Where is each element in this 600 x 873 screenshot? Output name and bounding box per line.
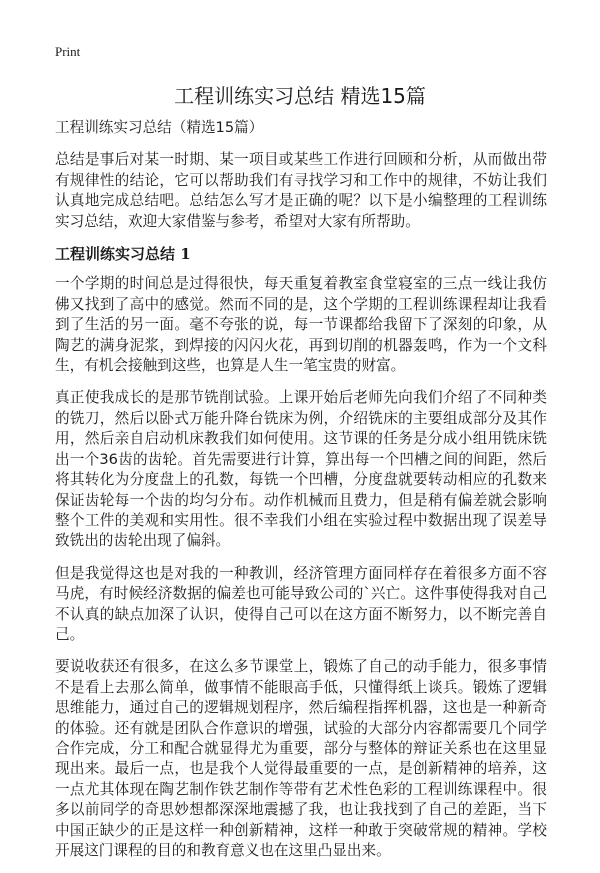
page-title: 工程训练实习总结 精选15篇 — [174, 84, 426, 108]
subtitle: 工程训练实习总结（精选15篇） — [55, 119, 264, 136]
paragraph: 但是我觉得这也是对我的一种教训，经济管理方面同样存在着很多方面不容马虎，有时候经济数据的偏差也可能导致公司的`兴亡。这件事使得我对自己不认真的缺点加深了认识，使得自己可以在这方面不断努力，以不断完善自己。 — [55, 564, 547, 643]
print-link[interactable]: Print — [55, 44, 81, 59]
section-heading: 工程训练实习总结 1 — [55, 245, 191, 264]
paragraph: 要说收获还有很多，在这么多节课堂上，锻炼了自己的动手能力，很多事情不是看上去那么简单，做事情不能眼高手低，只懂得纸上谈兵。锻炼了逻辑思维能力，通过自己的逻辑规划程序，然后编程指挥机器，这也是一种新奇的体验。还有就是团队合作意识的增强，试验的大部分内容都需要几个同学合作完成，分工和配合就显得尤为重要，部分与整体的辩证关系也在这里显现出来。最后一点，也是我个人觉得最重要的一点，是创新精神的培养，这一点尤其体现在陶艺制作铁艺制作等带有艺术性色彩的工程训练课程中。很多以前同学的奇思妙想都深深地震撼了我，也让我找到了自己的差距，当下中国正缺少的正是这样一种创新精神，这样一种敢于突破常规的精神。学校开展这门课程的目的和教育意义也在这里凸显出来。 — [55, 658, 547, 859]
intro-paragraph: 总结是事后对某一时期、某一项目或某些工作进行回顾和分析，从而做出带有规律性的结论，它可以帮助我们有寻找学习和工作中的规律，不妨让我们认真地完成总结吧。总结怎么写才是正确的呢？以下是小编整理的工程训练实习总结，欢迎大家借鉴与参考，希望对大家有所帮助。 — [55, 151, 547, 230]
document-body — [55, 118, 547, 873]
paragraph: 一个学期的时间总是过得很快，每天重复着教室食堂寝室的三点一线让我仿佛又找到了高中的感觉。然而不同的是，这个学期的工程训练课程却让我看到了生活的另一面。毫不夸张的说，每一节课都给我留下了深刻的印象，从陶艺的满身泥浆，到焊接的闪闪火花，再到切削的机器轰鸣，作为一个文科生，有机会接触到这些，也算是人生一笔宝贵的财富。 — [55, 275, 547, 375]
paragraph: 真正使我成长的是那节铣削试验。上课开始后老师先向我们介绍了不同种类的铣刀，然后以卧式万能升降台铣床为例，介绍铣床的主要组成部分及其作用，然后亲自启动机床教我们如何使用。这节课的任务是分成小组用铣床铣出一个36齿的齿轮。首先需要进行计算，算出每一个凹槽之间的间距，然后将其转化为分度盘上的孔数，每铣一个凹槽，分度盘就要转动相应的孔数来保证齿轮每一个齿的均匀分布。动作机械而且费力，但是稍有偏差就会影响整个工件的美观和实用性。很不幸我们小组在实验过程中数据出现了误差导致铣出的齿轮出现了偏斜。 — [55, 389, 547, 550]
